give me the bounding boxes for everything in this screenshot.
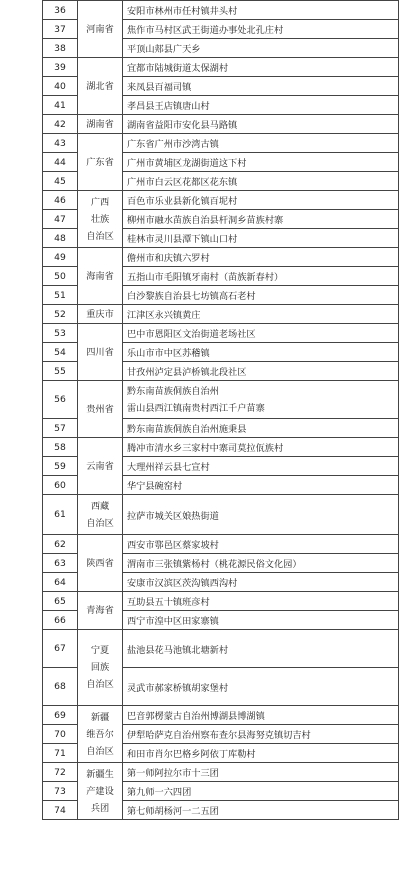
table-row bbox=[43, 592, 399, 611]
location-cell: 五指山市毛阳镇牙南村（苗族新春村） bbox=[123, 267, 399, 286]
row-number: 52 bbox=[43, 305, 78, 324]
row-number: 41 bbox=[43, 96, 78, 115]
location-cell: 柳州市融水苗族自治县杆洞乡苗族村寨 bbox=[123, 210, 399, 229]
row-number: 72 bbox=[43, 763, 78, 782]
row-number: 71 bbox=[43, 744, 78, 763]
province-cell bbox=[78, 630, 123, 706]
table-row bbox=[43, 495, 399, 535]
village-list-table bbox=[42, 0, 399, 820]
row-number: 38 bbox=[43, 39, 78, 58]
row-number: 65 bbox=[43, 592, 78, 611]
table-row bbox=[43, 1, 399, 20]
province-line: 宁夏 bbox=[90, 645, 110, 656]
row-number: 56 bbox=[43, 381, 78, 419]
location-cell: 第一师阿拉尔市十三团 bbox=[123, 763, 399, 782]
location-cell: 腾冲市清水乡三家村中寨司莫拉佤族村 bbox=[123, 438, 399, 457]
province-line: 回族 bbox=[90, 662, 110, 673]
table-row bbox=[43, 706, 399, 725]
province-cell: 贵州省 bbox=[78, 381, 123, 438]
location-cell: 白沙黎族自治县七坊镇高石老村 bbox=[123, 286, 399, 305]
location-cell: 渭南市三张镇紫杨村（桃花源民俗文化园） bbox=[123, 554, 399, 573]
row-number: 66 bbox=[43, 611, 78, 630]
row-number: 61 bbox=[43, 495, 78, 535]
row-number: 46 bbox=[43, 191, 78, 210]
location-cell: 第七师胡杨河一二五团 bbox=[123, 801, 399, 820]
location-cell: 安康市汉滨区茨沟镇西沟村 bbox=[123, 573, 399, 592]
location-line: 黔东南苗族侗族自治州 bbox=[127, 385, 219, 397]
location-cell: 伊犁哈萨克自治州察布查尔县海努克镇切吉村 bbox=[123, 725, 399, 744]
province-line: 自治区 bbox=[86, 517, 114, 529]
province-cell: 湖南省 bbox=[78, 115, 123, 134]
province-cell: 陕西省 bbox=[78, 535, 123, 592]
location-cell: 拉萨市城关区娘热街道 bbox=[123, 495, 399, 535]
row-number: 40 bbox=[43, 77, 78, 96]
row-number: 60 bbox=[43, 476, 78, 495]
location-cell: 安阳市林州市任村镇井头村 bbox=[123, 1, 399, 20]
location-cell: 灵武市郝家桥镇胡家堡村 bbox=[123, 668, 399, 706]
location-cell: 宜都市陆城街道太保湖村 bbox=[123, 58, 399, 77]
province-cell bbox=[78, 495, 123, 535]
row-number: 64 bbox=[43, 573, 78, 592]
location-cell: 第九师一六四团 bbox=[123, 782, 399, 801]
province-line: 新疆 bbox=[90, 711, 110, 723]
table-row bbox=[43, 763, 399, 782]
row-number: 57 bbox=[43, 419, 78, 438]
row-number: 36 bbox=[43, 1, 78, 20]
location-line: 雷山县西江镇南贵村西江千户苗寨 bbox=[127, 402, 265, 414]
location-cell: 巴音郭楞蒙古自治州博湖县博湖镇 bbox=[123, 706, 399, 725]
row-number: 63 bbox=[43, 554, 78, 573]
location-cell: 孝昌县王店镇唐山村 bbox=[123, 96, 399, 115]
row-number: 49 bbox=[43, 248, 78, 267]
province-line: 新疆生 bbox=[86, 768, 114, 780]
location-cell: 江津区永兴镇黄庄 bbox=[123, 305, 399, 324]
province-line: 自治区 bbox=[86, 745, 114, 757]
province-cell: 重庆市 bbox=[78, 305, 123, 324]
location-cell: 儋州市和庆镇六罗村 bbox=[123, 248, 399, 267]
province-cell: 云南省 bbox=[78, 438, 123, 495]
row-number: 37 bbox=[43, 20, 78, 39]
table-row bbox=[43, 248, 399, 267]
row-number: 54 bbox=[43, 343, 78, 362]
row-number: 45 bbox=[43, 172, 78, 191]
province-cell: 湖北省 bbox=[78, 58, 123, 115]
province-line: 广西 bbox=[90, 196, 110, 208]
row-number: 48 bbox=[43, 229, 78, 248]
row-number: 50 bbox=[43, 267, 78, 286]
row-number: 42 bbox=[43, 115, 78, 134]
location-cell: 桂林市灵川县潭下镇山口村 bbox=[123, 229, 399, 248]
province-line: 维吾尔 bbox=[86, 728, 114, 740]
location-cell: 广州市黄埔区龙湖街道这下村 bbox=[123, 153, 399, 172]
row-number: 69 bbox=[43, 706, 78, 725]
row-number: 39 bbox=[43, 58, 78, 77]
location-cell: 大理州祥云县七宣村 bbox=[123, 457, 399, 476]
row-number: 51 bbox=[43, 286, 78, 305]
table-row bbox=[43, 305, 399, 324]
location-cell: 西安市鄠邑区蔡家坡村 bbox=[123, 535, 399, 554]
province-cell: 广东省 bbox=[78, 134, 123, 191]
row-number: 67 bbox=[43, 630, 78, 668]
row-number: 58 bbox=[43, 438, 78, 457]
row-number: 55 bbox=[43, 362, 78, 381]
location-cell: 盐池县花马池镇北塘新村 bbox=[123, 630, 399, 668]
location-cell: 焦作市马村区武王街道办事处北孔庄村 bbox=[123, 20, 399, 39]
location-cell bbox=[123, 381, 399, 419]
row-number: 70 bbox=[43, 725, 78, 744]
location-cell: 广东省广州市沙湾古镇 bbox=[123, 134, 399, 153]
location-cell: 百色市乐业县新化镇百坭村 bbox=[123, 191, 399, 210]
location-cell: 来凤县百福司镇 bbox=[123, 77, 399, 96]
location-cell: 巴中市恩阳区文治街道老场社区 bbox=[123, 324, 399, 343]
location-cell: 甘孜州泸定县泸桥镇北段社区 bbox=[123, 362, 399, 381]
location-cell: 和田市肖尔巴格乡阿依丁库勒村 bbox=[123, 744, 399, 763]
row-number: 74 bbox=[43, 801, 78, 820]
row-number: 47 bbox=[43, 210, 78, 229]
location-cell: 华宁县碗窑村 bbox=[123, 476, 399, 495]
location-cell: 互助县五十镇班彦村 bbox=[123, 592, 399, 611]
table-row bbox=[43, 630, 399, 668]
table-row bbox=[43, 115, 399, 134]
province-cell: 河南省 bbox=[78, 1, 123, 58]
table-row bbox=[43, 381, 399, 419]
table-row bbox=[43, 191, 399, 210]
province-line: 西藏 bbox=[90, 500, 110, 512]
row-number: 73 bbox=[43, 782, 78, 801]
province-line: 产建设 bbox=[86, 785, 114, 797]
location-cell: 湖南省益阳市安化县马路镇 bbox=[123, 115, 399, 134]
province-line: 自治区 bbox=[86, 230, 114, 242]
table-row bbox=[43, 58, 399, 77]
location-cell: 西宁市湟中区田家寨镇 bbox=[123, 611, 399, 630]
province-line: 兵团 bbox=[90, 802, 110, 814]
table-row bbox=[43, 324, 399, 343]
location-cell: 黔东南苗族侗族自治州施秉县 bbox=[123, 419, 399, 438]
province-cell bbox=[78, 763, 123, 820]
province-cell bbox=[78, 191, 123, 248]
row-number: 44 bbox=[43, 153, 78, 172]
row-number: 68 bbox=[43, 668, 78, 706]
row-number: 43 bbox=[43, 134, 78, 153]
province-line: 自治区 bbox=[86, 679, 114, 690]
row-number: 53 bbox=[43, 324, 78, 343]
province-line: 壮族 bbox=[90, 213, 110, 225]
row-number: 59 bbox=[43, 457, 78, 476]
province-cell: 海南省 bbox=[78, 248, 123, 305]
province-cell: 四川省 bbox=[78, 324, 123, 381]
province-cell bbox=[78, 706, 123, 763]
row-number: 62 bbox=[43, 535, 78, 554]
province-cell: 青海省 bbox=[78, 592, 123, 630]
location-cell: 广州市白云区花都区花东镇 bbox=[123, 172, 399, 191]
table-row bbox=[43, 438, 399, 457]
table-row bbox=[43, 134, 399, 153]
table-row bbox=[43, 535, 399, 554]
location-cell: 乐山市市中区苏稽镇 bbox=[123, 343, 399, 362]
location-cell: 平顶山郏县广天乡 bbox=[123, 39, 399, 58]
